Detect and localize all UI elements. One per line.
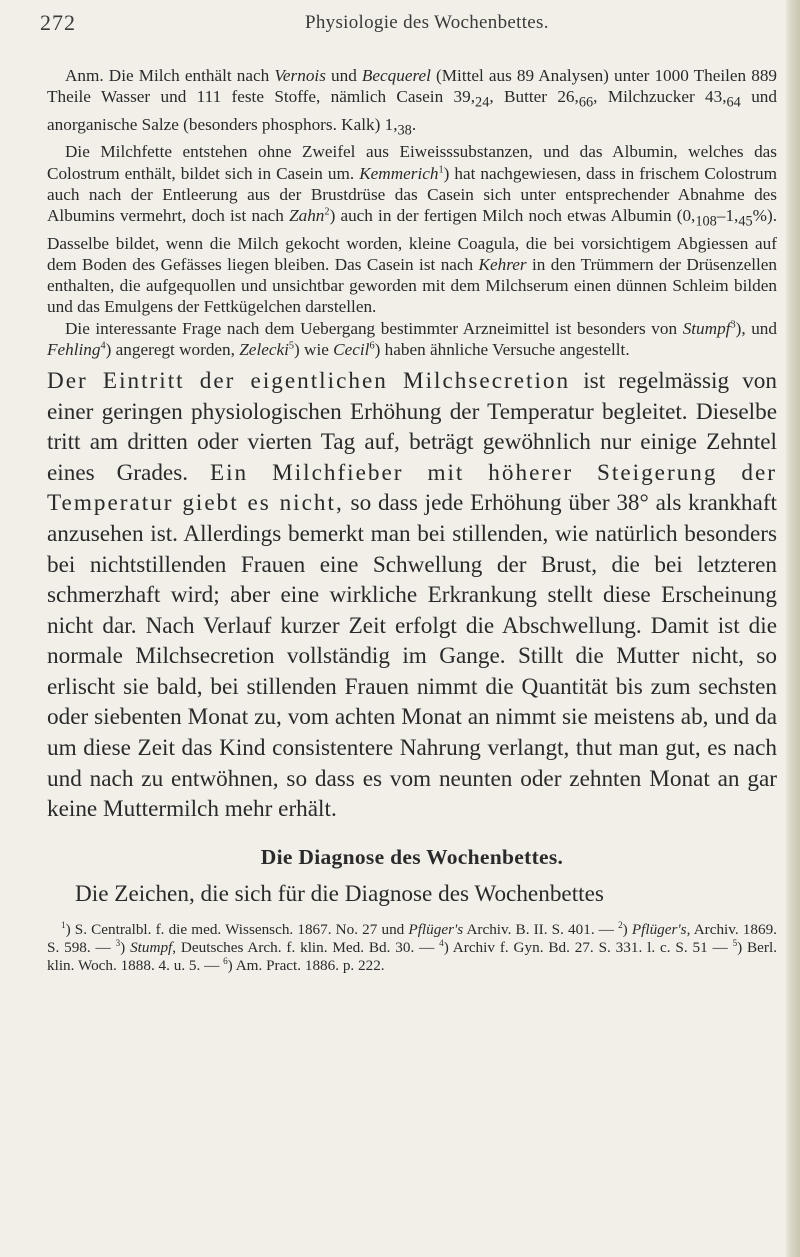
footnote-ref: 2 — [324, 206, 330, 218]
running-head: Physiologie des Wochenbettes. — [305, 12, 549, 33]
text: . — [411, 114, 417, 134]
page-number: 272 — [40, 10, 76, 35]
text: ist regelmässig von einer geringen physiologischen Erhöhung der Temperatur begleitet. Dieselbe tritt am dritten oder vierten Tag auf, beträgt gewöhnlich nur einige Zehntel eines Grades. — [47, 367, 777, 486]
text: ) Berl. klin. Woch. 1888. 4. u. 5. — — [47, 939, 778, 975]
footnote-number: 6 — [223, 955, 228, 966]
citation-name: Stumpf — [130, 939, 173, 957]
citation-name: Pflüger's — [408, 921, 464, 939]
text: ) Archiv f. Gyn. Bd. 27. S. 331. l. c. S. 51 — — [443, 939, 733, 957]
author-name: Zahn — [289, 206, 325, 226]
text: und anorganische Salze (besonders phosphors. Kalk) 1, — [47, 87, 777, 134]
text: ) — [622, 921, 632, 939]
text: , Deutsches Arch. f. klin. Med. Bd. 30. — — [172, 939, 440, 957]
author-name: Kemmerich — [359, 163, 439, 183]
text: Anm. Die Milch enthält nach — [65, 66, 275, 85]
note-paragraph-milk-composition — [47, 65, 777, 141]
text: ) wie — [294, 339, 334, 359]
footnote-ref: 3 — [730, 318, 736, 330]
footnote-ref: 1 — [438, 163, 444, 175]
citation-name: Pflüger's — [631, 921, 687, 939]
text: in den Trümmern der Drüsenzellen enthalten, die aufgequollen und unsichtbar geworden mit dem Milchserum einen dünnen Schleim bilden und das Emulgens der Fettkügelchen darstellen. — [47, 254, 777, 317]
text: , Milchzucker 43, — [593, 87, 727, 107]
footnote-number: 2 — [618, 920, 623, 931]
footnotes — [47, 921, 777, 974]
text: %). Dasselbe bildet, wenn die Milch gekocht worden, kleine Coagula, die bei vorsichtigem Abgiessen auf dem Boden des Gefässes liegen bleiben. Das Casein ist nach — [47, 206, 777, 274]
footnote-number: 3 — [115, 938, 121, 949]
spaced-emphasis: Ein Milchfieber mit höherer Steigerung der Temperatur giebt es nicht, — [47, 459, 777, 517]
author-name: Fehling — [47, 339, 101, 359]
author-name: Kehrer — [478, 254, 527, 274]
text: , Archiv. 1869. S. 598. — — [47, 921, 777, 957]
footnote-ref: 6 — [369, 340, 375, 352]
page-content — [47, 65, 777, 975]
body-paragraph-milk-secretion — [47, 366, 777, 825]
subscript: 24 — [475, 94, 490, 111]
subscript: 38 — [397, 122, 412, 139]
text: so dass jede Erhöhung über 38° als krankhaft anzusehen ist. Allerdings bemerkt man bei stillenden, wie natürlich besonders bei nichtstillenden Frauen eine Schwellung der Brust, die bei letzteren schmerzhaft wird; aber eine wirkliche Erkrankung stellt diese Erscheinung nicht dar. Nach Verlauf kurzer Zeit erfolgt die Abschwellung. Damit ist die normale Milchsecretion vollständig im Gange. Stillt die Mutter nicht, so erlischt sie bald, bei stillenden Frauen nimmt die Quantität bis zum sechsten oder siebenten Monat zu, vom achten Monat an nimmt sie meistens ab, und da um diese Zeit das Kind consistentere Nahrung verlangt, thut man gut, es nach und nach zu entwöhnen, so dass es vom neunten oder zehnten Monat an gar keine Muttermilch mehr erhält. — [47, 490, 777, 823]
text: ) haben ähnliche Versuche angestellt. — [374, 339, 630, 359]
text: ) Am. Pract. 1886. p. 222. — [227, 957, 385, 975]
subscript: 45 — [738, 213, 753, 230]
author-name: Becquerel — [361, 66, 431, 85]
subscript: 64 — [726, 94, 741, 111]
text: Die interessante Frage nach dem Uebergang bestimmter Arzneimittel ist besonders von — [65, 318, 683, 338]
footnote-ref: 5 — [288, 340, 295, 352]
text: ) angeregt worden, — [105, 339, 240, 359]
subscript: 108 — [695, 213, 717, 230]
body-paragraph-diagnosis: Die Zeichen, die sich für die Diagnose des Wochenbettes — [75, 880, 604, 907]
text: Archiv. B. II. S. 401. — — [463, 921, 619, 939]
subscript: 66 — [578, 94, 594, 111]
footnote-number: 1 — [61, 920, 66, 931]
author-name: Vernois — [274, 66, 326, 85]
spaced-emphasis: Der Eintritt der eigentlichen Milchsecretion — [47, 367, 571, 394]
text: Die Milchfette entstehen ohne Zweifel aus Eiweisssubstanzen, und das Albumin, welches das Colostrum enthält, bildet sich in Casein um. — [47, 142, 777, 183]
text: , Butter 26, — [489, 87, 579, 107]
footnote-number: 4 — [439, 938, 444, 949]
section-heading: Die Diagnose des Wochenbettes. — [260, 844, 564, 869]
page-header — [40, 10, 760, 40]
note-paragraph-milk-fats — [47, 141, 777, 317]
author-name: Zelecki — [239, 339, 289, 359]
text: ) — [120, 939, 131, 957]
text: und — [325, 66, 362, 85]
note-paragraph-drugs — [47, 318, 777, 360]
text: ) hat nachgewiesen, dass in frischem Colostrum auch nach der Entleerung aus der Brustdrüse das Casein sich unter entsprechender Abnahme des Albumins vermehrt, doch ist nach — [47, 163, 777, 226]
author-name: Cecil — [333, 339, 370, 359]
footnote-number: 5 — [732, 938, 738, 949]
text: ), und — [735, 318, 777, 338]
text: –1, — [716, 206, 739, 226]
author-name: Stumpf — [682, 318, 731, 338]
footnote-text — [47, 921, 777, 974]
text: ) S. Centralbl. f. die med. Wissensch. 1867. No. 27 und — [65, 921, 409, 939]
text: (Mittel aus 89 Analysen) unter 1000 Theilen 889 Theile Wasser und 111 feste Stoffe, nämlich Casein 39, — [47, 66, 778, 107]
footnote-ref: 4 — [100, 340, 106, 352]
text: ) auch in der fertigen Milch noch etwas Albumin (0, — [329, 206, 696, 226]
page-edge — [786, 0, 800, 1257]
